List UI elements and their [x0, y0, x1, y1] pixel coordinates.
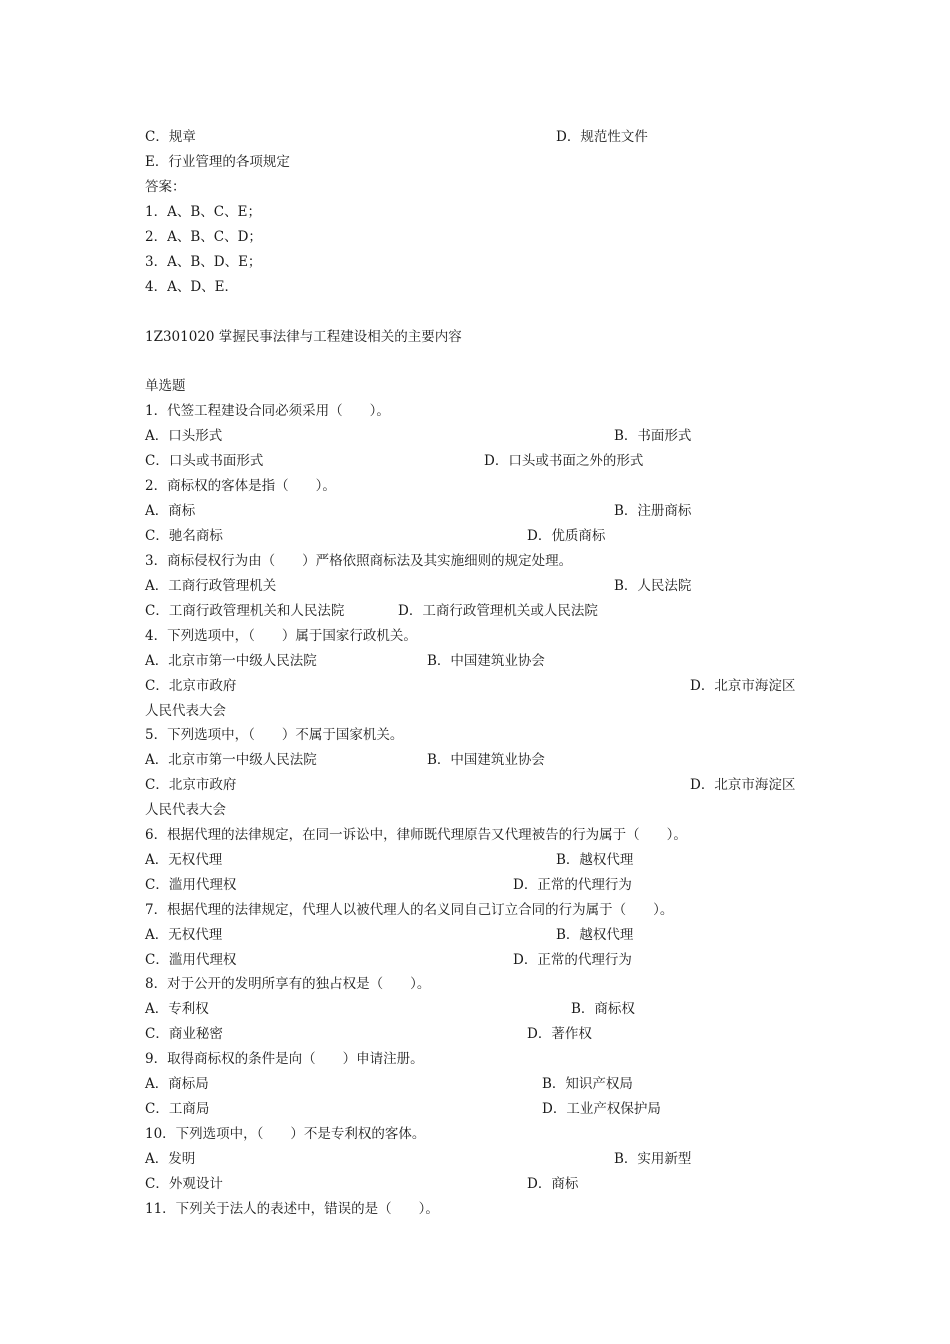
option-c: C．驰名商标	[145, 528, 223, 544]
option-c: C．工商行政管理机关和人民法院	[145, 603, 345, 619]
option-d: D．口头或书面之外的形式	[484, 453, 644, 469]
question-stem: 9．取得商标权的条件是向（ ）申请注册。	[145, 1051, 424, 1067]
prev-option-c: C．规章	[145, 129, 196, 145]
question-stem: 2．商标权的客体是指（ ）。	[145, 478, 336, 494]
option-d: D．工商行政管理机关或人民法院	[398, 603, 598, 619]
option-d-continued: 人民代表大会	[145, 703, 226, 719]
question-stem: 4．下列选项中，（ ）属于国家行政机关。	[145, 628, 417, 644]
prev-option-d: D．规范性文件	[556, 129, 648, 145]
option-d: D．正常的代理行为	[513, 952, 632, 968]
option-a: A．北京市第一中级人民法院	[145, 752, 317, 768]
option-d: D．著作权	[527, 1026, 592, 1042]
option-c: C．滥用代理权	[145, 952, 237, 968]
question-type-label: 单选题	[145, 378, 186, 394]
option-c: C．滥用代理权	[145, 877, 237, 893]
option-d: D．优质商标	[527, 528, 606, 544]
option-b: B．书面形式	[614, 428, 692, 444]
option-b: B．知识产权局	[542, 1076, 633, 1092]
option-a: A．工商行政管理机关	[145, 578, 277, 594]
answer-item: 1．A、B、C、E；	[145, 204, 261, 220]
option-b: B．注册商标	[614, 503, 692, 519]
section-heading: 1Z301020 掌握民事法律与工程建设相关的主要内容	[145, 329, 462, 345]
question-stem: 5．下列选项中，（ ）不属于国家机关。	[145, 727, 404, 743]
answer-item: 2．A、B、C、D；	[145, 229, 262, 245]
option-d: D．工业产权保护局	[542, 1101, 661, 1117]
option-b: B．实用新型	[614, 1151, 692, 1167]
option-c: C．北京市政府	[145, 678, 237, 694]
option-a: A．北京市第一中级人民法院	[145, 653, 317, 669]
answers-label: 答案：	[145, 179, 186, 195]
option-c: C．商业秘密	[145, 1026, 223, 1042]
question-stem: 3．商标侵权行为由（ ）严格依照商标法及其实施细则的规定处理。	[145, 553, 573, 569]
answer-item: 4．A、D、E．	[145, 279, 239, 295]
question-stem: 8．对于公开的发明所享有的独占权是（ ）。	[145, 976, 431, 992]
option-a: A．商标	[145, 503, 196, 519]
option-c: C．北京市政府	[145, 777, 237, 793]
option-d: D．北京市海淀区	[690, 678, 796, 694]
option-b: B．中国建筑业协会	[427, 752, 545, 768]
option-a: A．专利权	[145, 1001, 209, 1017]
question-stem: 10．下列选项中，（ ）不是专利权的客体。	[145, 1126, 426, 1142]
option-c: C．口头或书面形式	[145, 453, 264, 469]
option-d-continued: 人民代表大会	[145, 802, 226, 818]
prev-option-e: E．行业管理的各项规定	[145, 154, 290, 170]
option-a: A．商标局	[145, 1076, 209, 1092]
option-b: B．越权代理	[556, 852, 634, 868]
option-c: C．工商局	[145, 1101, 210, 1117]
option-d: D．北京市海淀区	[690, 777, 796, 793]
option-b: B．人民法院	[614, 578, 692, 594]
question-stem: 7．根据代理的法律规定，代理人以被代理人的名义同自己订立合同的行为属于（ ）。	[145, 902, 674, 918]
option-a: A．口头形式	[145, 428, 223, 444]
option-a: A．无权代理	[145, 852, 223, 868]
option-d: D．正常的代理行为	[513, 877, 632, 893]
option-a: A．无权代理	[145, 927, 223, 943]
option-d: D．商标	[527, 1176, 579, 1192]
option-a: A．发明	[145, 1151, 196, 1167]
answer-item: 3．A、B、D、E；	[145, 254, 262, 270]
option-b: B．商标权	[571, 1001, 635, 1017]
option-c: C．外观设计	[145, 1176, 223, 1192]
question-stem: 6．根据代理的法律规定，在同一诉讼中，律师既代理原告又代理被告的行为属于（ ）。	[145, 827, 687, 843]
question-stem: 11．下列关于法人的表述中，错误的是（ ）。	[145, 1201, 439, 1217]
question-stem: 1．代签工程建设合同必须采用（ ）。	[145, 403, 390, 419]
option-b: B．中国建筑业协会	[427, 653, 545, 669]
option-b: B．越权代理	[556, 927, 634, 943]
